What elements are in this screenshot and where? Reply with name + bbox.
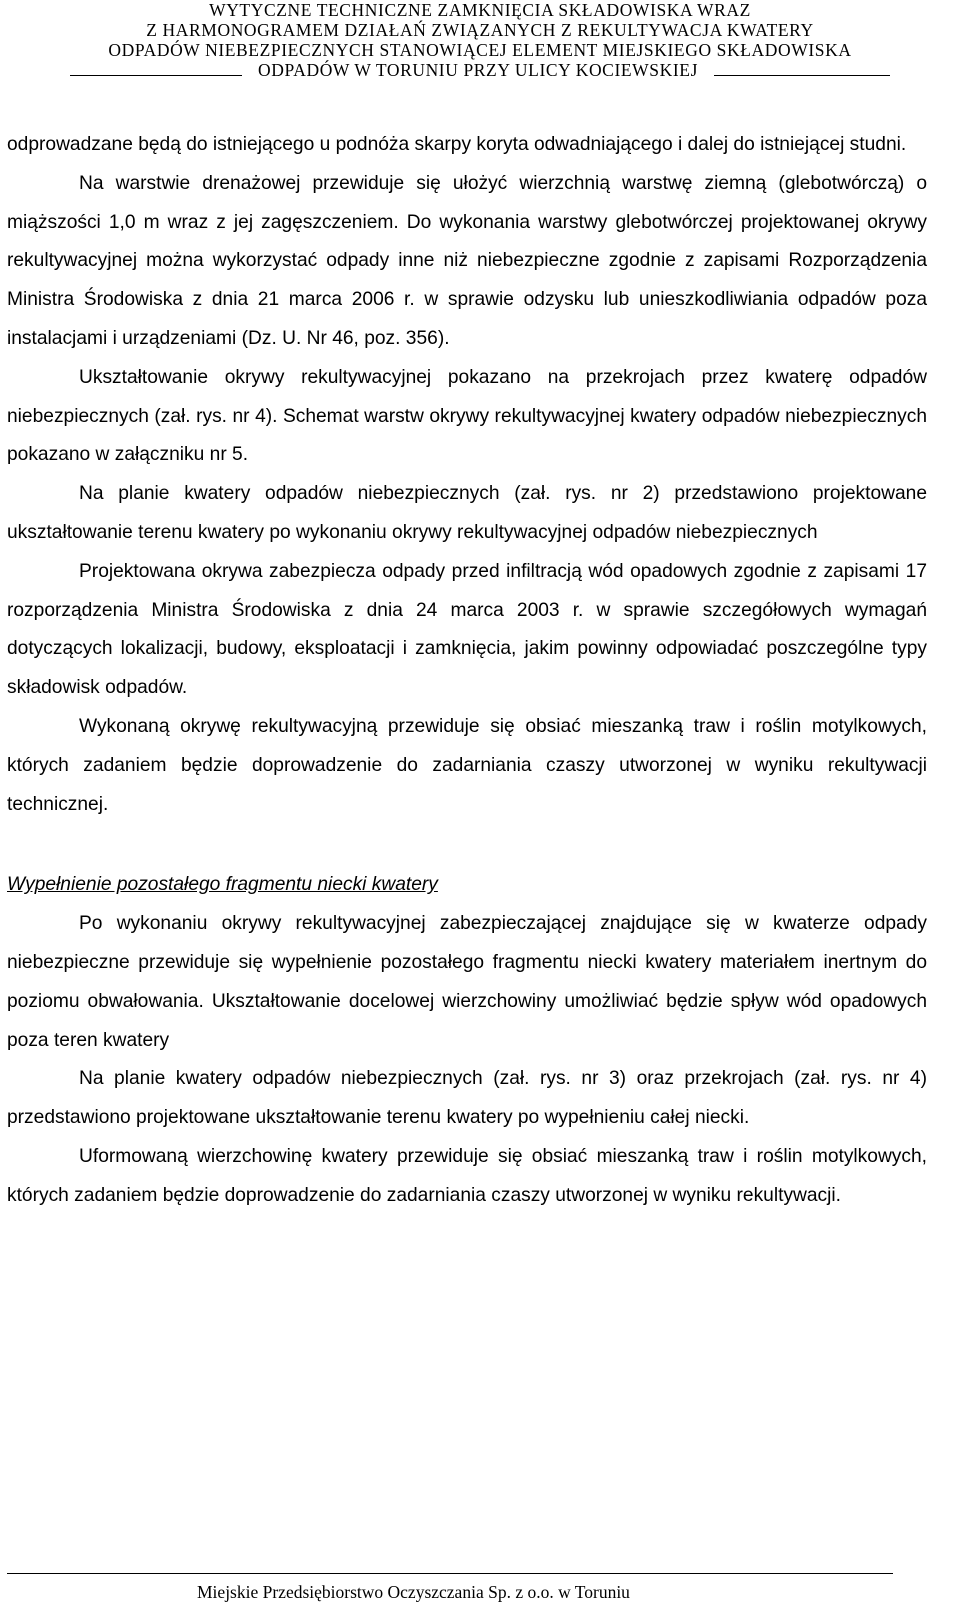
paragraph-6: Wykonaną okrywę rekultywacyjną przewiduje się obsiać mieszanką traw i roślin motylkowych, których zadaniem będzie doprowadzenie do zadarniania czaszy utworzonej w wyniku rekultywacji technicznej. bbox=[7, 715, 927, 815]
section-heading: Wypełnienie pozostałego fragmentu niecki kwatery bbox=[7, 874, 438, 896]
paragraph-8: Na planie kwatery odpadów niebezpiecznych (zał. rys. nr 3) oraz przekrojach (zał. rys. nr 4) przedstawiono projektowane ukształtowanie terenu kwatery po wypełnieniu całej niecki. bbox=[7, 1068, 927, 1129]
document-header bbox=[0, 0, 960, 80]
document-body bbox=[7, 126, 927, 1216]
paragraph-7: Po wykonaniu okrywy rekultywacyjnej zabezpieczającej znajdujące się w kwaterze odpady niebezpieczne przewiduje się wypełnienie pozostałego fragmentu niecki kwatery materiałem inertnym do poziomu obwałowania. Ukształtowanie docelowej wierzchowiny umożliwiać będzie spływ wód opadowych poza teren kwatery bbox=[7, 913, 927, 1051]
paragraph-2: Na warstwie drenażowej przewiduje się ułożyć wierzchnią warstwę ziemną (glebotwórczą) o miąższości 1,0 m wraz z jej zagęszczeniem. Do wykonania warstwy glebotwórczej projektowanej okrywy rekultywacyjnej można wykorzystać odpady inne niż niebezpieczne zgodnie z zapisami Rozporządzenia Ministra Środowiska z dnia 21 marca 2006 r. w sprawie odzysku lub unieszkodliwiania odpadów poza instalacjami i urządzeniami (Dz. U. Nr 46, poz. 356). bbox=[7, 172, 927, 349]
header-line-2: Z HARMONOGRAMEM DZIAŁAŃ ZWIĄZANYCH Z REKULTYWACJA KWATERY bbox=[146, 20, 814, 40]
header-line-3: ODPADÓW NIEBEZPIECZNYCH STANOWIĄCEJ ELEMENT MIEJSKIEGO SKŁADOWISKA bbox=[108, 40, 852, 60]
paragraph-1: odprowadzane będą do istniejącego u podnóża skarpy koryta odwadniającego i dalej do istniejącej studni. bbox=[7, 134, 907, 155]
header-line-4-row bbox=[0, 60, 960, 80]
footer-divider bbox=[7, 1573, 893, 1574]
header-line-4: ODPADÓW W TORUNIU PRZY ULICY KOCIEWSKIEJ bbox=[258, 60, 698, 80]
section-gap bbox=[7, 824, 927, 866]
header-rule-left bbox=[70, 74, 242, 76]
header-line-1: WYTYCZNE TECHNICZNE ZAMKNIĘCIA SKŁADOWISKA WRAZ bbox=[209, 0, 751, 20]
footer-company: Miejskie Przedsiębiorstwo Oczyszczania Sp. z o.o. w Toruniu bbox=[197, 1582, 630, 1602]
header-rule-right bbox=[714, 74, 890, 76]
paragraph-3: Ukształtowanie okrywy rekultywacyjnej pokazano na przekrojach przez kwaterę odpadów niebezpiecznych (zał. rys. nr 4). Schemat warstw okrywy rekultywacyjnej kwatery odpadów niebezpiecznych pokazano w załączniku nr 5. bbox=[7, 366, 927, 466]
paragraph-4: Na planie kwatery odpadów niebezpiecznych (zał. rys. nr 2) przedstawiono projektowane ukształtowanie terenu kwatery po wykonaniu okrywy rekultywacyjnej odpadów niebezpiecznych bbox=[7, 483, 927, 543]
paragraph-9: Uformowaną wierzchowinę kwatery przewiduje się obsiać mieszanką traw i roślin motylkowych, których zadaniem będzie doprowadzenie do zadarniania czaszy utworzonej w wyniku rekultywacji. bbox=[7, 1145, 927, 1206]
paragraph-5: Projektowana okrywa zabezpiecza odpady przed infiltracją wód opadowych zgodnie z zapisami 17 rozporządzenia Ministra Środowiska z dnia 24 marca 2003 r. w sprawie szczegółowych wymagań dotyczących lokalizacji, budowy, eksploatacji i zamknięcia, jakim powinny odpowiadać poszczególne typy składowisk odpadów. bbox=[7, 560, 927, 699]
